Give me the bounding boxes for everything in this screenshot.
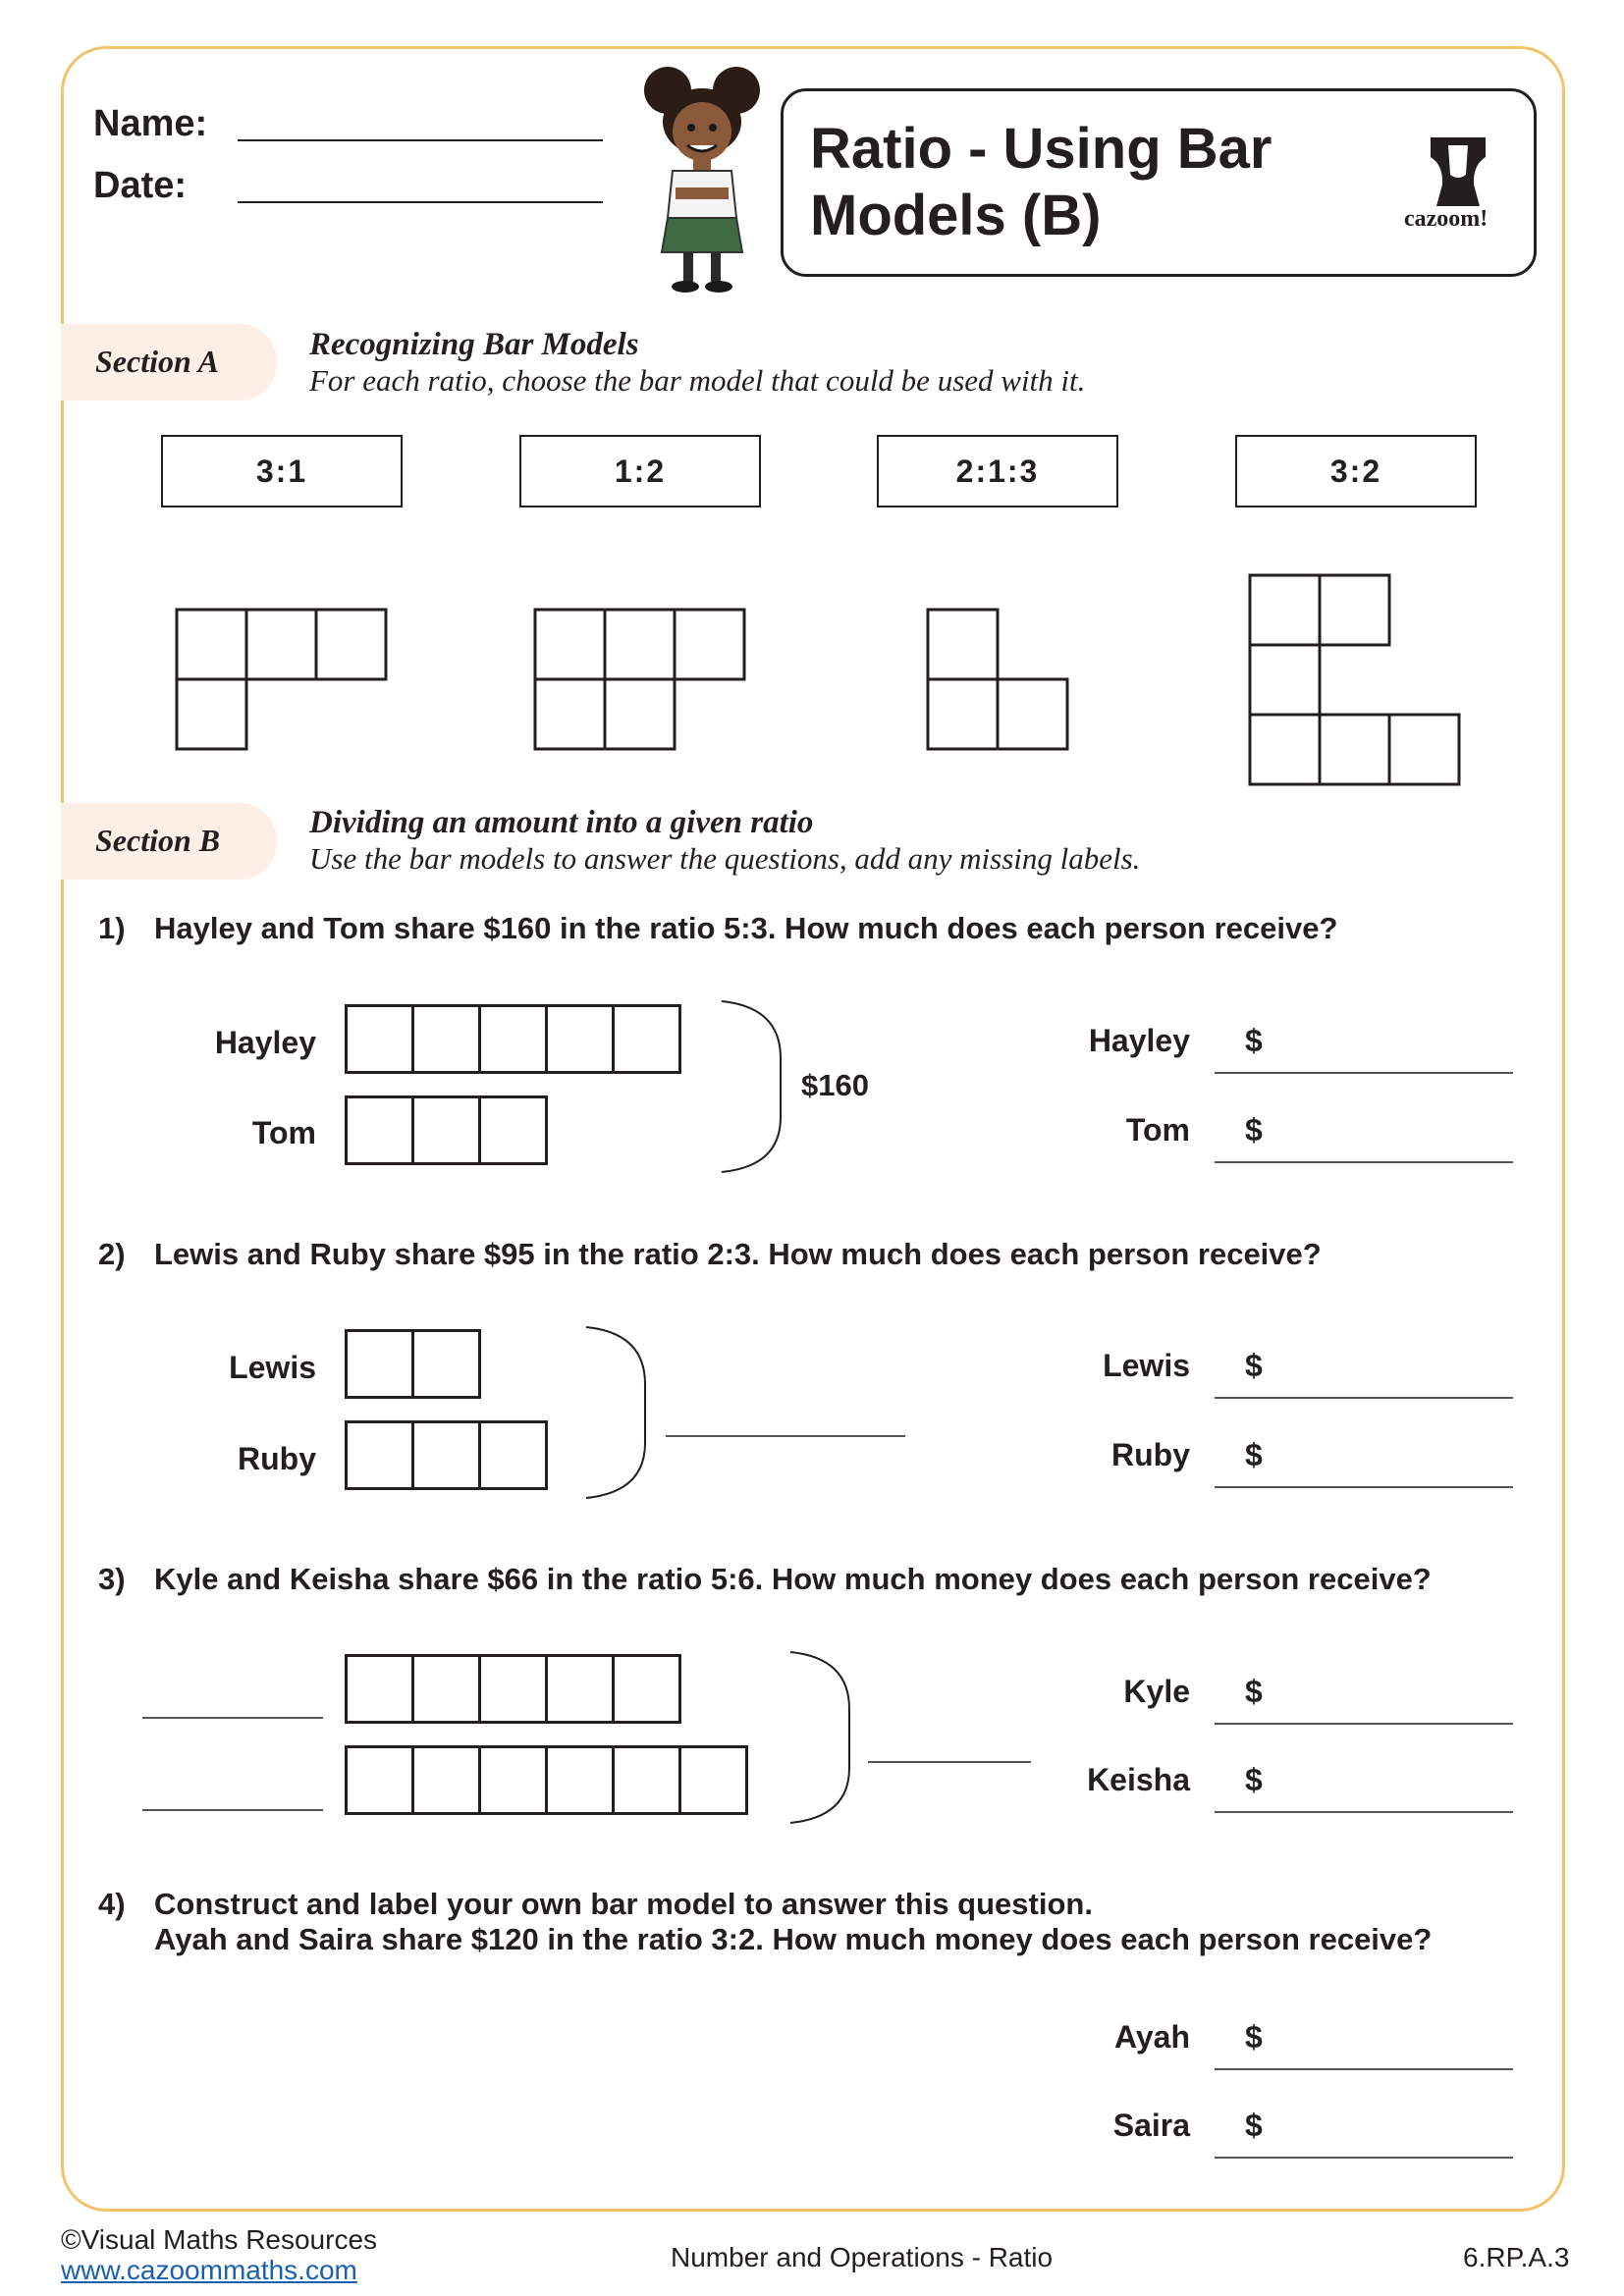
- question-4-text-line-2: Ayah and Saira share $120 in the ratio 3:2. How much money does each person receive?: [154, 1922, 1433, 1956]
- q2-dollar-ruby: $: [1245, 1437, 1263, 1472]
- q3-label-field-1[interactable]: [142, 1717, 323, 1719]
- question-2-text: Lewis and Ruby share $95 in the ratio 2:3. How much does each person receive?: [154, 1237, 1322, 1271]
- q4-answer-field-ayah[interactable]: [1215, 2068, 1513, 2070]
- ratio-box-1: 3:1: [161, 435, 403, 507]
- section-a-label: Section A: [95, 344, 219, 379]
- q1-answer-field-hayley[interactable]: [1215, 1072, 1513, 1074]
- footer-copyright: ©Visual Maths Resources: [61, 2224, 378, 2255]
- q1-answer-label-hayley: Hayley: [1088, 1023, 1190, 1058]
- q3-label-field-2[interactable]: [142, 1809, 323, 1811]
- q2-bar-ruby: [345, 1420, 548, 1490]
- q1-total-label: $160: [801, 1068, 869, 1102]
- question-3-text: Kyle and Keisha share $66 in the ratio 5:6. How much money does each person receive?: [154, 1562, 1432, 1596]
- title-line-2: Models (B): [810, 184, 1102, 247]
- q3-answer-label-keisha: Keisha: [1087, 1762, 1190, 1797]
- bar-model-3: [928, 610, 1067, 749]
- q3-dollar-kyle: $: [1245, 1674, 1263, 1709]
- q3-answer-field-keisha[interactable]: [1215, 1811, 1513, 1813]
- name-label: Name:: [93, 103, 208, 144]
- q4-answer-field-saira[interactable]: [1215, 2157, 1513, 2159]
- q2-total-field[interactable]: [666, 1435, 905, 1437]
- q2-dollar-lewis: $: [1245, 1348, 1263, 1383]
- q3-answer-label-kyle: Kyle: [1123, 1674, 1190, 1709]
- q1-dollar-tom: $: [1245, 1112, 1263, 1148]
- q2-answer-field-lewis[interactable]: [1215, 1397, 1513, 1399]
- q4-answer-label-saira: Saira: [1112, 2108, 1190, 2143]
- q3-brace: [785, 1650, 854, 1827]
- q3-bar-1: [345, 1654, 681, 1724]
- q2-bar-label-lewis: Lewis: [229, 1350, 316, 1385]
- q3-bar-2: [345, 1745, 748, 1815]
- q4-dollar-ayah: $: [1245, 2019, 1263, 2055]
- q2-answer-label-lewis: Lewis: [1103, 1348, 1190, 1383]
- q3-answer-field-kyle[interactable]: [1215, 1723, 1513, 1725]
- footer-topic: Number and Operations - Ratio: [671, 2242, 1054, 2272]
- bar-model-1: [177, 610, 386, 749]
- q3-dollar-keisha: $: [1245, 1762, 1263, 1797]
- section-b-label: Section B: [95, 823, 221, 858]
- q1-bar-hayley: [345, 1004, 681, 1074]
- q1-bar-label-tom: Tom: [251, 1115, 316, 1150]
- q2-brace: [581, 1325, 650, 1502]
- footer-website-link[interactable]: www.cazoommaths.com: [61, 2255, 357, 2285]
- q4-dollar-saira: $: [1245, 2108, 1263, 2143]
- q2-answer-field-ruby[interactable]: [1215, 1486, 1513, 1488]
- title-line-1: Ratio - Using Bar: [810, 117, 1272, 181]
- question-2-number: 2): [98, 1237, 126, 1271]
- section-b-instruction: Use the bar models to answer the questions, add any missing labels.: [309, 841, 1141, 876]
- q2-bar-lewis: [345, 1329, 481, 1399]
- logo-text: cazoom!: [1404, 206, 1489, 232]
- q1-bar-label-hayley: Hayley: [214, 1025, 316, 1060]
- section-a-heading: Recognizing Bar Models: [309, 327, 639, 362]
- date-label: Date:: [93, 165, 188, 206]
- question-3-number: 3): [98, 1562, 126, 1596]
- ratio-box-4: 3:2: [1235, 435, 1477, 507]
- question-1-text: Hayley and Tom share $160 in the ratio 5:3. How much does each person receive?: [154, 911, 1338, 945]
- q2-bar-label-ruby: Ruby: [238, 1441, 316, 1476]
- ratio-box-3: 2:1:3: [877, 435, 1118, 507]
- section-a-bar-models: [0, 0, 1624, 883]
- bar-model-4: [1250, 575, 1459, 784]
- section-b-heading: Dividing an amount into a given ratio: [309, 805, 814, 840]
- section-a-instruction: For each ratio, choose the bar model that could be used with it.: [309, 363, 1086, 398]
- q2-answer-label-ruby: Ruby: [1111, 1437, 1190, 1472]
- question-4-text-line-1: Construct and label your own bar model to answer this question.: [154, 1887, 1093, 1921]
- q1-answer-label-tom: Tom: [1125, 1112, 1190, 1148]
- q1-bar-tom: [345, 1095, 548, 1165]
- ratio-box-2: 1:2: [519, 435, 761, 507]
- q1-dollar-hayley: $: [1245, 1023, 1263, 1058]
- question-4-number: 4): [98, 1887, 126, 1921]
- q1-answer-field-tom[interactable]: [1215, 1161, 1513, 1163]
- footer-standard: 6.RP.A.3: [1463, 2242, 1570, 2272]
- q1-brace: [717, 999, 785, 1176]
- question-1-number: 1): [98, 911, 126, 945]
- bar-model-2: [535, 610, 744, 749]
- q4-answer-label-ayah: Ayah: [1113, 2019, 1190, 2055]
